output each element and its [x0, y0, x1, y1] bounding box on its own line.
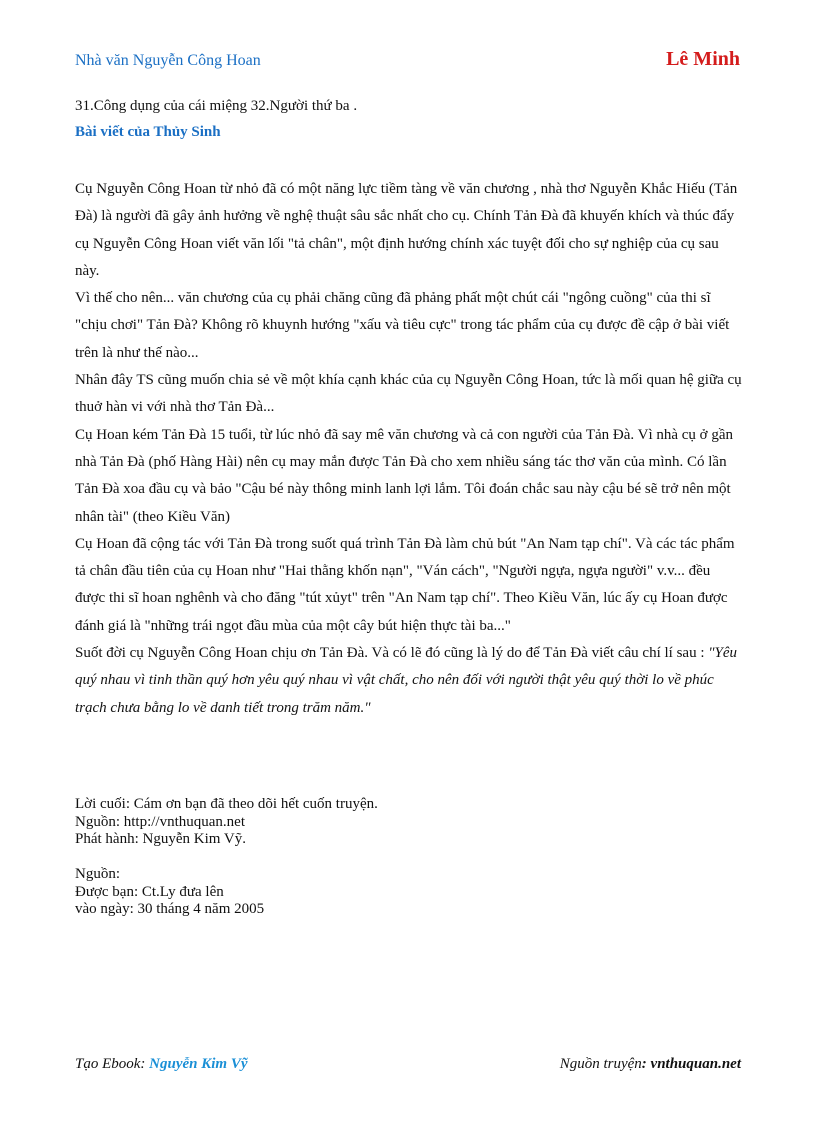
closing-notes: [75, 796, 378, 919]
footer-ebook-credit: Tạo Ebook: Nguyễn Kim Vỹ: [75, 1056, 248, 1072]
header-book-title: Nhà văn Nguyễn Công Hoan: [75, 52, 261, 69]
paragraph: Cụ Nguyễn Công Hoan từ nhỏ đã có một năng lực tiềm tàng về văn chương , nhà thơ Nguyễn Khắc Hiếu (Tản Đà) là người đã gây ảnh hưởng về nghệ thuật sâu sắc nhất cho cụ. Chính Tản Đà đã khuyến khích và thúc đẩy cụ Nguyễn Công Hoan viết văn lối "tả chân", một định hướng chính xác tuyệt đối cho sự nghiệp của cụ sau này.: [75, 181, 738, 279]
footer-source-site: vnthuquan.net: [650, 1056, 741, 1072]
article-body: [75, 176, 743, 722]
footer-ebook-label: Tạo Ebook: [75, 1056, 141, 1072]
closing-source: Nguồn: http://vnthuquan.net: [75, 813, 245, 830]
article-byline: Bài viết của Thủy Sinh: [75, 124, 221, 140]
closing-thanks: Lời cuối: Cám ơn bạn đã theo dõi hết cuốn truyện.: [75, 796, 378, 812]
paragraph-last: [75, 640, 743, 722]
header-author: Lê Minh: [666, 48, 740, 70]
footer-ebook-name: Nguyễn Kim Vỹ: [149, 1056, 248, 1072]
footer-source-credit: Nguồn truyện: vnthuquan.net: [559, 1056, 741, 1072]
paragraph: Nhân đây TS cũng muốn chia sẻ về một khía cạnh khác của cụ Nguyễn Công Hoan, tức là mối quan hệ giữa cụ thuở hàn vi với nhà thơ Tản Đà...: [75, 372, 742, 416]
closing-publisher: Phát hành: Nguyễn Kim Vỹ.: [75, 831, 246, 847]
chapters-line: 31.Công dụng của cái miệng 32.Người thứ ba .: [75, 98, 358, 114]
paragraph: Vì thế cho nên... văn chương của cụ phải chăng cũng đã phảng phất một chút cái "ngông cuồng" của thi sĩ "chịu chơi" Tản Đà? Không rõ khuynh hướng "xấu và tiêu cực" trong tác phẩm của cụ được đề cập ở bài viết trên là như thế nào...: [75, 290, 730, 361]
closing-uploader: Được bạn: Ct.Ly đưa lên: [75, 883, 224, 900]
closing-date: vào ngày: 30 tháng 4 năm 2005: [75, 901, 265, 917]
footer-source-label: Nguồn truyện: [559, 1056, 642, 1072]
tan-da-quote: "Yêu quý nhau vì tinh thần quý hơn yêu quý nhau vì vật chất, cho nên đối với người thật yêu quý thời lo về phúc trạch chưa bằng lo về danh tiết trong trăm năm.": [75, 645, 738, 716]
paragraph: Cụ Hoan đã cộng tác với Tản Đà trong suốt quá trình Tản Đà làm chủ bút "An Nam tạp chí". Và các tác phẩm tả chân đầu tiên của cụ Hoan như "Hai thằng khốn nạn", "Ván cách", "Người ngựa, ngựa người" v.v... đều được thi sĩ hoan nghênh và cho đăng "tút xủyt" trên "An Nam tạp chí". Theo Kiều Văn, lúc ấy cụ Hoan được đánh giá là "những trái ngọt đầu mùa của một cây bút hiện thực tài ba...": [75, 535, 735, 634]
closing-source-label: Nguồn:: [75, 866, 120, 882]
paragraph-lead: Suốt đời cụ Nguyễn Công Hoan chịu ơn Tản Đà. Và có lẽ đó cũng là lý do để Tản Đà viết câu chí lí sau :: [75, 645, 709, 662]
paragraph: Cụ Hoan kém Tản Đà 15 tuổi, từ lúc nhỏ đã say mê văn chương và cả con người của Tản Đà. Vì nhà cụ ở gần nhà Tản Đà (phố Hàng Hài) nên cụ may mắn được Tản Đà cho xem nhiều sáng tác thơ văn của mình. Có lần Tản Đà xoa đầu cụ và bảo "Cậu bé này thông minh lanh lợi lắm. Tôi đoán chắc sau này cậu bé sẽ trở nên một nhân tài" (theo Kiều Văn): [75, 426, 734, 525]
